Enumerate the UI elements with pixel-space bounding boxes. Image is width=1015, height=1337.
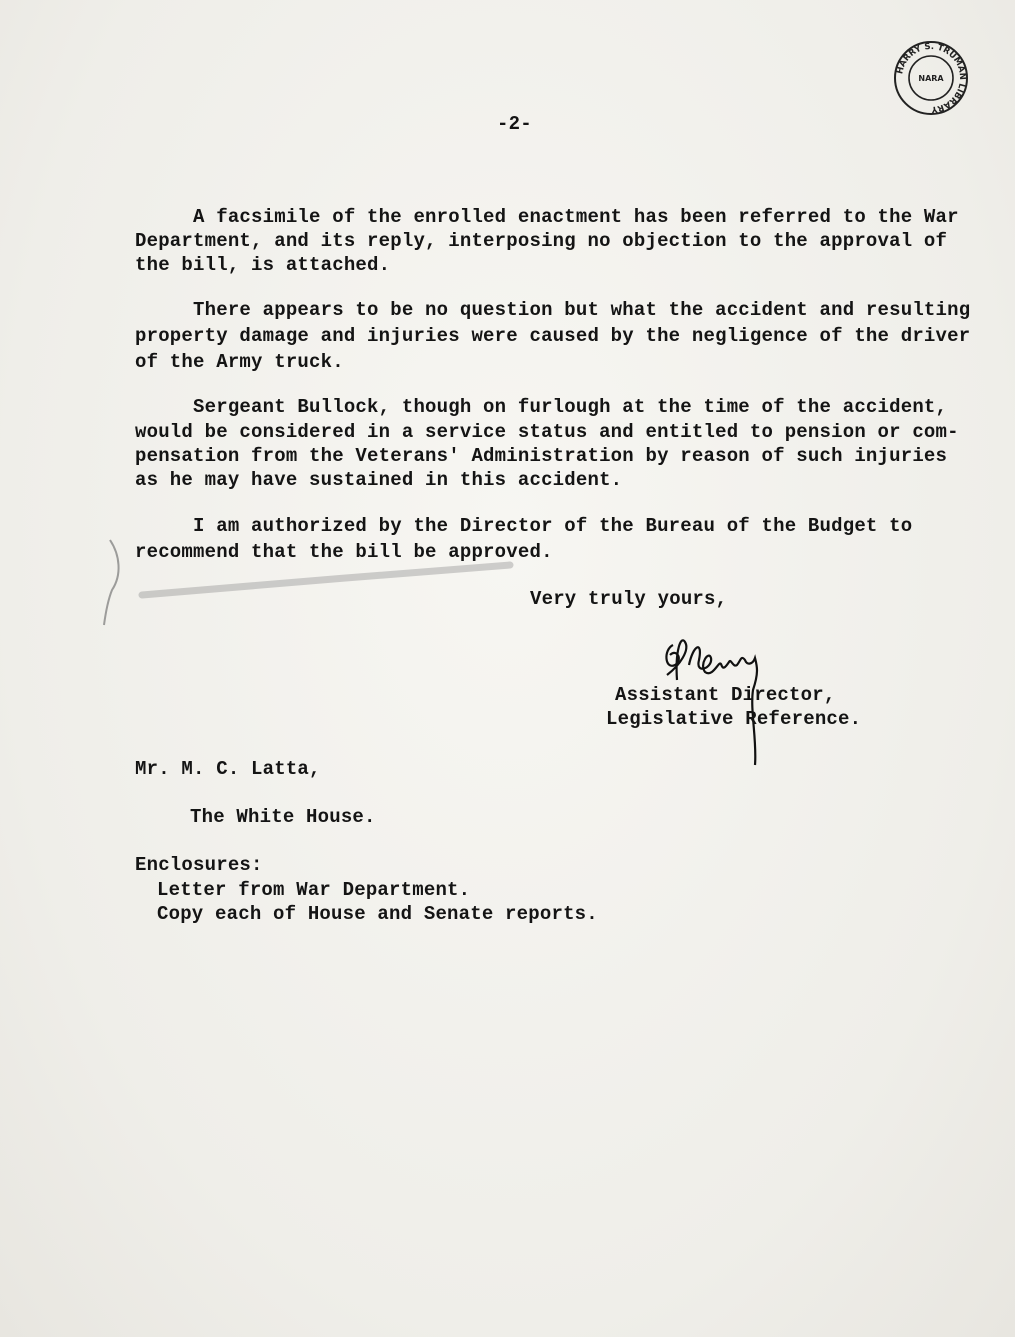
pencil-margin-mark bbox=[100, 535, 520, 630]
paragraph-4-line-2: recommend that the bill be approved. bbox=[135, 541, 553, 563]
paragraph-1-line-3: the bill, is attached. bbox=[135, 254, 391, 276]
closing: Very truly yours, bbox=[530, 588, 728, 610]
paragraph-3-line-4: as he may have sustained in this accident. bbox=[135, 469, 623, 491]
signer-title-line-2: Legislative Reference. bbox=[606, 708, 862, 730]
addressee-name: Mr. M. C. Latta, bbox=[135, 758, 321, 780]
enclosure-item-2: Copy each of House and Senate reports. bbox=[157, 903, 598, 925]
paragraph-1-line-1: A facsimile of the enrolled enactment has been referred to the War bbox=[135, 206, 959, 228]
paragraph-3-line-1: Sergeant Bullock, though on furlough at the time of the accident, bbox=[135, 396, 948, 418]
signer-title-line-1: Assistant Director, bbox=[615, 684, 836, 706]
paragraph-2-line-3: of the Army truck. bbox=[135, 351, 344, 373]
paragraph-3-line-3: pensation from the Veterans' Administration by reason of such injuries bbox=[135, 445, 948, 467]
paragraph-1-line-2: Department, and its reply, interposing no objection to the approval of bbox=[135, 230, 948, 252]
library-stamp bbox=[893, 40, 969, 116]
paragraph-4-line-1: I am authorized by the Director of the Bureau of the Budget to bbox=[135, 515, 913, 537]
paragraph-3-line-2: would be considered in a service status and entitled to pension or com- bbox=[135, 421, 959, 443]
stamp-ring-text: HARRY S. TRUMAN LIBRARY bbox=[895, 41, 968, 115]
paragraph-2-line-2: property damage and injuries were caused by the negligence of the driver bbox=[135, 325, 971, 347]
enclosures-heading: Enclosures: bbox=[135, 854, 263, 876]
enclosure-item-1: Letter from War Department. bbox=[157, 879, 471, 901]
page-number: -2- bbox=[497, 113, 532, 135]
addressee-org: The White House. bbox=[190, 806, 376, 828]
paragraph-2-line-1: There appears to be no question but what the accident and resulting bbox=[135, 299, 971, 321]
stamp-center-text: NARA bbox=[918, 74, 944, 83]
